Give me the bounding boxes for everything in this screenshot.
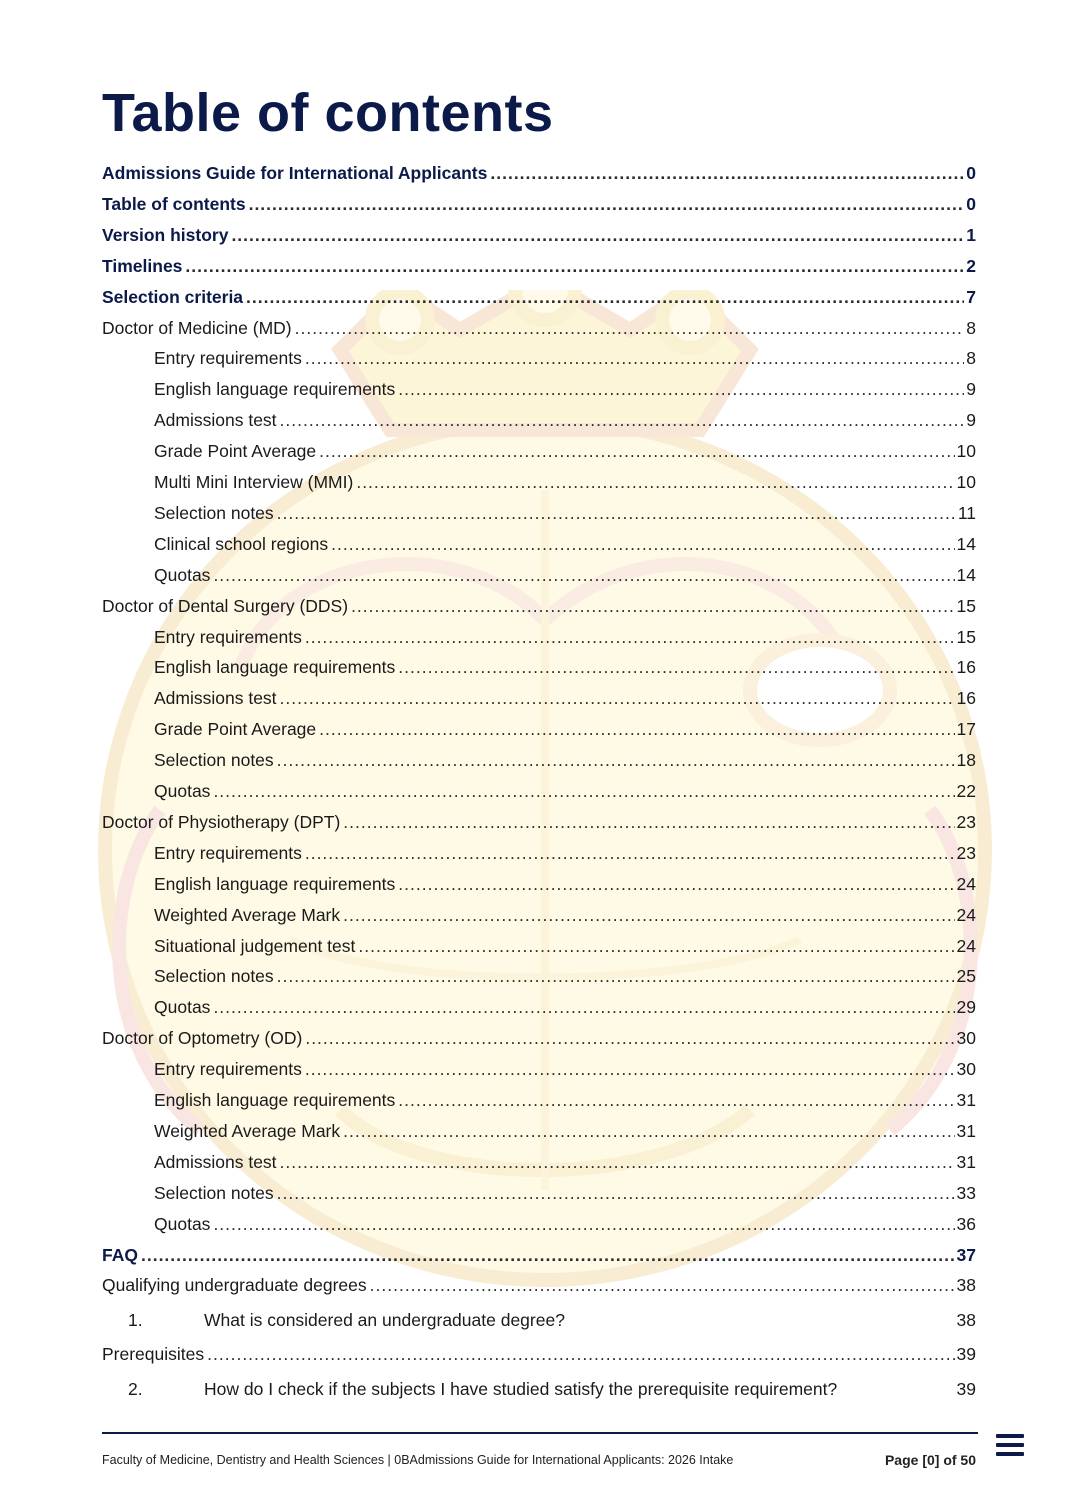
toc-entry[interactable]: [102, 379, 976, 409]
toc-entry[interactable]: [102, 1344, 976, 1374]
toc-dot-leader: [305, 627, 955, 648]
toc-entry-page: 24: [956, 904, 976, 925]
toc-entry[interactable]: [102, 410, 976, 440]
toc-entry-page: 9: [966, 410, 976, 431]
toc-dot-leader: [343, 905, 954, 926]
toc-entry-title: Qualifying undergraduate degrees: [102, 1275, 367, 1296]
toc-entry-title: Clinical school regions: [154, 533, 329, 554]
toc-entry-title: Admissions test: [154, 410, 277, 431]
toc-question-entry[interactable]: [102, 1310, 976, 1340]
toc-dot-leader: [305, 348, 964, 369]
toc-entry-page: 23: [956, 842, 976, 863]
toc-entry[interactable]: [102, 225, 976, 255]
toc-entry-page: 39: [956, 1378, 976, 1399]
toc-entry-page: 16: [956, 688, 976, 709]
toc-entry-title: Situational judgement test: [154, 935, 356, 956]
toc-entry[interactable]: [102, 1121, 976, 1151]
toc-dot-leader: [398, 379, 964, 400]
toc-entry-page: 24: [956, 873, 976, 894]
toc-entry-page: 11: [957, 502, 976, 523]
toc-entry-page: 36: [956, 1213, 976, 1234]
toc-dot-leader: [295, 318, 965, 339]
toc-entry[interactable]: [102, 657, 976, 687]
toc-dot-leader: [319, 719, 954, 740]
toc-entry[interactable]: [102, 194, 976, 224]
toc-entry-page: 18: [956, 750, 976, 771]
toc-entry[interactable]: [102, 781, 976, 811]
page-title: Table of contents: [102, 83, 554, 143]
toc-entry[interactable]: [102, 874, 976, 904]
toc-entry-number: 1.: [128, 1309, 143, 1330]
menu-bar: [996, 1434, 1024, 1438]
toc-entry-title: Quotas: [154, 564, 211, 585]
toc-entry-title: Entry requirements: [154, 1059, 302, 1080]
toc-entry-page: 25: [956, 966, 976, 987]
toc-dot-leader: [305, 1059, 955, 1080]
toc-dot-leader: [280, 1152, 955, 1173]
toc-entry[interactable]: [102, 256, 976, 286]
toc-entry-title: Doctor of Dental Surgery (DDS): [102, 595, 349, 616]
toc-dot-leader: [490, 163, 964, 184]
toc-dot-leader: [185, 256, 964, 277]
toc-entry[interactable]: [102, 750, 976, 780]
toc-dot-leader: [398, 657, 954, 678]
toc-entry[interactable]: [102, 163, 976, 193]
toc-entry-page: 0: [966, 193, 976, 214]
toc-entry-title: Quotas: [154, 781, 211, 801]
toc-entry[interactable]: [102, 565, 976, 595]
toc-dot-leader: [280, 688, 955, 709]
toc-dot-leader: [280, 410, 965, 431]
toc-dot-leader: [277, 750, 955, 771]
toc-entry-page: 10: [956, 441, 976, 462]
toc-entry[interactable]: [102, 1152, 976, 1182]
toc-entry-title: Quotas: [154, 997, 211, 1018]
toc-entry[interactable]: [102, 318, 976, 348]
toc-entry-title: FAQ: [102, 1244, 138, 1265]
toc-entry-title: Selection notes: [154, 966, 274, 987]
toc-dot-leader: [351, 596, 954, 617]
toc-entry-title: What is considered an undergraduate degree?: [204, 1309, 565, 1330]
toc-dot-leader: [331, 534, 954, 555]
toc-entry-page: 22: [956, 781, 976, 801]
toc-entry[interactable]: [102, 936, 976, 966]
toc-entry[interactable]: [102, 688, 976, 718]
toc-entry-title: Entry requirements: [154, 842, 302, 863]
toc-entry[interactable]: [102, 1183, 976, 1213]
toc-entry[interactable]: [102, 1245, 976, 1275]
toc-entry-page: 14: [956, 564, 976, 585]
toc-entry-title: Admissions test: [154, 688, 277, 709]
toc-dot-leader: [277, 1183, 955, 1204]
toc-dot-leader: [277, 503, 956, 524]
toc-dot-leader: [356, 472, 954, 493]
toc-dot-leader: [398, 1090, 954, 1111]
toc-entry-number: 2.: [128, 1378, 143, 1399]
toc-entry[interactable]: [102, 1059, 976, 1089]
toc-entry-title: Weighted Average Mark: [154, 904, 341, 925]
toc-entry[interactable]: [102, 997, 976, 1027]
toc-entry[interactable]: [102, 287, 976, 317]
toc-entry-page: 0: [966, 163, 976, 183]
toc-entry[interactable]: [102, 1028, 976, 1058]
toc-entry[interactable]: [102, 472, 976, 502]
footer-divider: [102, 1432, 978, 1434]
toc-dot-leader: [370, 1275, 955, 1296]
toc-entry-title: Weighted Average Mark: [154, 1120, 341, 1141]
toc-entry-title: English language requirements: [154, 379, 396, 400]
toc-entry-page: 39: [956, 1344, 976, 1365]
toc-entry[interactable]: [102, 627, 976, 657]
toc-dot-leader: [213, 781, 954, 802]
toc-entry-title: English language requirements: [154, 873, 396, 894]
toc-entry-title: English language requirements: [154, 657, 396, 678]
toc-entry-page: 23: [956, 811, 976, 832]
toc-entry-title: Grade Point Average: [154, 719, 317, 740]
toc-dot-leader: [305, 843, 955, 864]
toc-dot-leader: [343, 812, 954, 833]
toc-entry-page: 38: [956, 1275, 976, 1296]
toc-entry-page: 14: [956, 533, 976, 554]
toc-entry-title: Selection criteria: [102, 286, 244, 307]
toc-entry-title: Doctor of Medicine (MD): [102, 317, 292, 338]
toc-entry-title: English language requirements: [154, 1090, 396, 1110]
toc-entry-page: 24: [956, 935, 976, 956]
toc-entry-title: Selection notes: [154, 502, 274, 523]
toc-entry-title: Quotas: [154, 1213, 211, 1234]
toc-entry[interactable]: [102, 812, 976, 842]
hamburger-menu-icon[interactable]: [996, 1434, 1024, 1458]
toc-entry-page: 37: [956, 1244, 976, 1265]
toc-entry-title: Entry requirements: [154, 626, 302, 647]
toc-entry-page: 31: [956, 1120, 976, 1141]
toc-entry[interactable]: [102, 503, 976, 533]
toc-entry-title: Doctor of Physiotherapy (DPT): [102, 811, 341, 832]
toc-entry-page: 38: [956, 1309, 976, 1330]
toc-entry-page: 7: [966, 286, 976, 307]
toc-entry-title: Entry requirements: [154, 348, 302, 369]
toc-entry[interactable]: [102, 441, 976, 471]
toc-entry-title: Grade Point Average: [154, 441, 317, 462]
toc-entry-page: 8: [966, 317, 976, 338]
toc-entry-title: Table of contents: [102, 193, 246, 214]
toc-entry-page: 31: [956, 1151, 976, 1172]
toc-dot-leader: [343, 1121, 954, 1142]
toc-entry-page: 29: [956, 997, 976, 1018]
toc-entry[interactable]: [102, 534, 976, 564]
toc-dot-leader: [319, 441, 954, 462]
toc-dot-leader: [213, 565, 954, 586]
menu-bar: [996, 1452, 1024, 1456]
toc-entry[interactable]: [102, 1090, 976, 1120]
toc-question-entry[interactable]: [102, 1379, 976, 1409]
toc-entry-page: 10: [956, 472, 976, 492]
toc-entry-title: Admissions test: [154, 1151, 277, 1172]
toc-entry-page: 16: [956, 657, 976, 678]
toc-dot-leader: [246, 287, 964, 308]
toc-entry-page: 8: [966, 348, 976, 369]
toc-entry-title: Prerequisites: [102, 1344, 205, 1365]
toc-entry[interactable]: [102, 719, 976, 749]
toc-dot-leader: [398, 874, 954, 895]
toc-dot-leader: [358, 936, 954, 957]
toc-entry-page: 31: [956, 1090, 976, 1110]
toc-entry[interactable]: [102, 966, 976, 996]
toc-dot-leader: [213, 997, 954, 1018]
toc-entry-title: Multi Mini Interview (MMI): [154, 472, 354, 492]
toc-entry-page: 30: [956, 1028, 976, 1049]
toc-entry[interactable]: [102, 596, 976, 626]
toc-entry-page: 15: [956, 595, 976, 616]
toc-dot-leader: [305, 1028, 954, 1049]
toc-dot-leader: [277, 966, 955, 987]
toc-entry[interactable]: [102, 1214, 976, 1244]
toc-entry-title: Timelines: [102, 255, 183, 276]
toc-entry-page: 2: [966, 255, 976, 276]
toc-entry-page: 33: [956, 1182, 976, 1203]
toc-entry[interactable]: [102, 348, 976, 378]
menu-bar: [996, 1443, 1024, 1447]
toc-dot-leader: [207, 1344, 954, 1365]
toc-entry-title: Selection notes: [154, 750, 274, 771]
toc-entry-page: 30: [956, 1059, 976, 1080]
toc-entry-title: Admissions Guide for International Applicants: [102, 163, 488, 183]
toc-dot-leader: [213, 1214, 954, 1235]
toc-entry-title: Selection notes: [154, 1182, 274, 1203]
toc-entry[interactable]: [102, 905, 976, 935]
toc-entry[interactable]: [102, 1275, 976, 1305]
footer-document-title: Faculty of Medicine, Dentistry and Health Sciences | 0BAdmissions Guide for International Applicants: 2026 Intake: [102, 1453, 734, 1467]
toc-entry-page: 17: [956, 719, 976, 740]
toc-entry-title: How do I check if the subjects I have studied satisfy the prerequisite requirement?: [204, 1378, 838, 1399]
toc-entry-title: Doctor of Optometry (OD): [102, 1028, 303, 1049]
toc-dot-leader: [231, 225, 964, 246]
toc-entry-page: 1: [966, 224, 976, 245]
toc-entry-page: 9: [966, 379, 976, 400]
toc-entry-page: 15: [956, 626, 976, 647]
toc-dot-leader: [249, 194, 965, 215]
toc-entry-title: Version history: [102, 224, 229, 245]
toc-entry[interactable]: [102, 843, 976, 873]
footer-page-number: Page [0] of 50: [884, 1452, 976, 1468]
toc-dot-leader: [141, 1245, 955, 1266]
